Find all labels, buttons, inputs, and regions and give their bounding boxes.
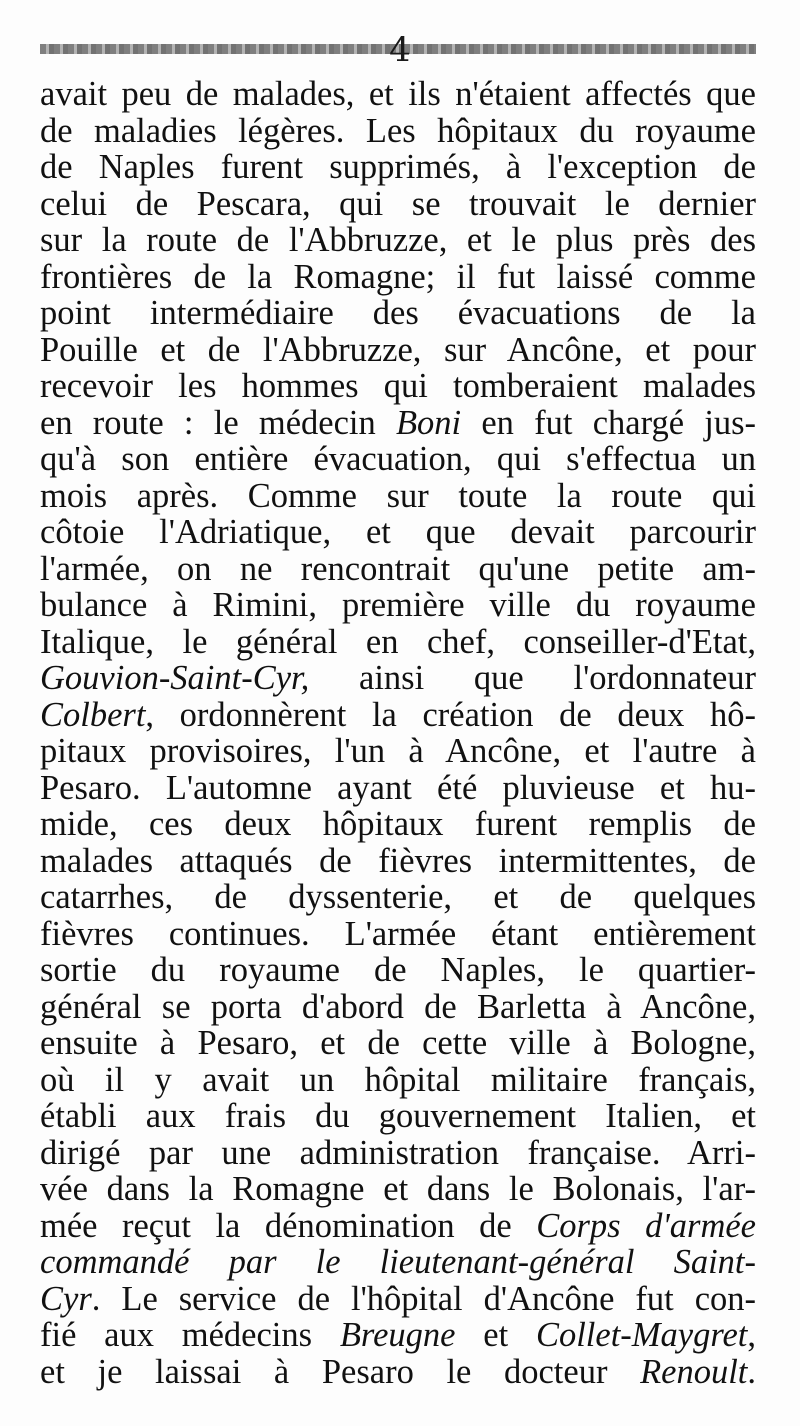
text-segment: où il y avait un hôpital militaire français,: [40, 1060, 756, 1099]
text-line: [40, 587, 756, 624]
text-segment: établi aux frais du gouvernement Italien, et: [40, 1097, 756, 1135]
text-line: [40, 295, 756, 332]
text-segment: recevoir les hommes qui tomberaient malades: [40, 367, 756, 405]
text-line: [40, 441, 756, 478]
text-segment: sortie du royaume de Naples, le quartier-: [40, 951, 756, 989]
italic-segment: Corps d'armée: [536, 1206, 756, 1245]
text-line: [40, 259, 756, 296]
text-segment: fié aux médecins: [40, 1316, 340, 1354]
text-segment: vée dans la Romagne et dans le Bolonais, l'ar-: [40, 1170, 756, 1208]
text-line: [40, 1281, 756, 1318]
text-line: [40, 76, 756, 113]
text-segment: l'armée, on ne rencontrait qu'une petite am-: [40, 549, 756, 588]
text-line: [40, 368, 756, 405]
text-segment: Pouille et de l'Abbruzze, sur Ancône, et pour: [40, 330, 756, 369]
text-segment: en fut chargé jus-: [461, 403, 756, 442]
page-number: 4: [389, 30, 411, 70]
text-segment: Pesaro. L'automne ayant été pluvieuse et hu-: [40, 768, 756, 807]
italic-segment: commandé par le lieutenant-général Saint-: [40, 1243, 756, 1281]
text-line: [40, 770, 756, 807]
text-line: [40, 186, 756, 223]
text-line: [40, 1025, 756, 1062]
text-line: [40, 1098, 756, 1135]
text-line: [40, 916, 756, 953]
text-segment: dirigé par une administration française. Arri-: [40, 1133, 756, 1172]
text-line: [40, 1208, 756, 1245]
text-segment: pitaux provisoires, l'un à Ancône, et l'autre à: [40, 732, 756, 770]
text-line: [40, 113, 756, 150]
text-line: [40, 1135, 756, 1172]
italic-segment: Colbert: [40, 695, 146, 734]
text-line: [40, 1317, 756, 1354]
text-segment: catarrhes, de dyssenterie, et de quelques: [40, 878, 756, 916]
italic-segment: Renoult: [640, 1352, 748, 1391]
text-segment: ensuite à Pesaro, et de cette ville à Bologne,: [40, 1024, 756, 1062]
text-segment: et je laissai à Pesaro le docteur: [40, 1352, 641, 1391]
text-segment: frontières de la Romagne; il fut laissé comme: [40, 257, 756, 296]
text-line: [40, 478, 756, 515]
italic-segment: Breugne: [339, 1316, 456, 1354]
text-segment: fièvres continues. L'armée étant entièrement: [40, 914, 756, 953]
text-segment: et: [455, 1316, 536, 1354]
text-segment: bulance à Rimini, première ville du royaume: [40, 586, 756, 624]
text-line: [40, 697, 756, 734]
text-line: [40, 952, 756, 989]
text-segment: ,: [747, 1316, 756, 1354]
text-line: [40, 1244, 756, 1281]
text-line: [40, 332, 756, 369]
text-segment: mée reçut la dénomination de: [40, 1206, 537, 1245]
text-segment: en route : le médecin: [40, 403, 396, 442]
body-text: [40, 76, 756, 1390]
text-segment: ainsi que l'ordonnateur: [309, 659, 756, 697]
text-line: [40, 989, 756, 1026]
italic-segment: Collet-Maygret: [535, 1316, 748, 1354]
text-line: [40, 806, 756, 843]
text-segment: celui de Pescara, qui se trouvait le dernier: [40, 184, 756, 223]
text-line: [40, 1062, 756, 1099]
text-line: [40, 624, 756, 661]
text-line: [40, 551, 756, 588]
text-line: [40, 1171, 756, 1208]
text-segment: côtoie l'Adriatique, et que devait parcourir: [40, 513, 756, 551]
text-segment: , ordonnèrent la création de deux hô-: [145, 695, 756, 734]
text-line: [40, 514, 756, 551]
italic-segment: Gouvion-Saint-Cyr,: [40, 659, 310, 697]
text-segment: . Le service de l'hôpital d'Ancône fut con-: [91, 1279, 756, 1318]
text-segment: général se porta d'abord de Barletta à Ancône,: [40, 987, 756, 1026]
text-segment: sur la route de l'Abbruzze, et le plus près des: [40, 221, 756, 259]
text-segment: malades attaqués de fièvres intermittentes, de: [40, 841, 756, 880]
text-line: [40, 660, 756, 697]
text-segment: avait peu de malades, et ils n'étaient affectés que: [40, 75, 756, 113]
text-line: [40, 405, 756, 442]
text-segment: mois après. Comme sur toute la route qui: [40, 476, 756, 515]
text-segment: qu'à son entière évacuation, qui s'effectua un: [40, 440, 756, 478]
text-line: [40, 733, 756, 770]
text-segment: mide, ces deux hôpitaux furent remplis de: [40, 805, 756, 843]
text-line: [40, 843, 756, 880]
text-segment: Italique, le général en chef, conseiller-d'Etat,: [40, 622, 756, 661]
text-line: [40, 149, 756, 186]
text-segment: de maladies légères. Les hôpitaux du royaume: [40, 111, 756, 150]
text-segment: .: [747, 1352, 756, 1391]
italic-segment: Boni: [395, 403, 462, 442]
text-line: [40, 222, 756, 259]
text-line: [40, 1354, 756, 1391]
text-segment: point intermédiaire des évacuations de la: [40, 294, 756, 332]
text-segment: de Naples furent supprimés, à l'exception de: [40, 148, 756, 186]
text-line: [40, 879, 756, 916]
italic-segment: Cyr: [40, 1279, 92, 1318]
